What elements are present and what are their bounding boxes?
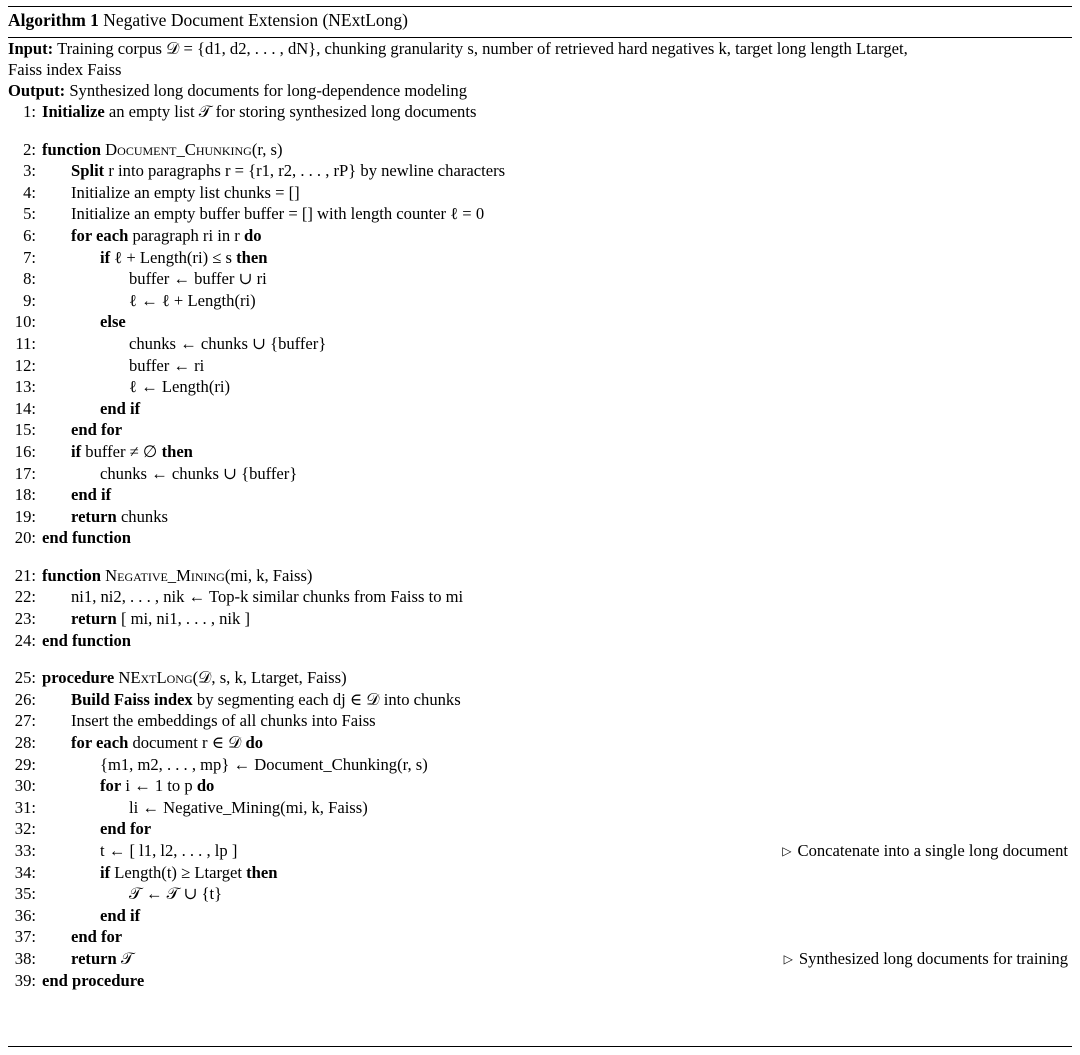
line-number: 21: (14, 565, 36, 585)
line-code (71, 225, 262, 247)
algorithm-line (8, 775, 1072, 797)
line-number: 7: (23, 247, 36, 267)
line-text: by segmenting each dj ∈ 𝒟 into chunks (196, 689, 461, 709)
algorithm-label: Algorithm 1 (8, 10, 99, 30)
algorithm-line (8, 565, 1072, 587)
line-number: 31: (14, 797, 36, 817)
line-number: 34: (14, 862, 36, 882)
algorithm-line (8, 948, 1072, 970)
line-text: an empty list 𝒯 for storing synthesized long documents (108, 102, 477, 121)
keyword: for each (71, 225, 129, 245)
line-code (129, 883, 222, 905)
keyword: Split (71, 161, 105, 181)
algorithm-line (8, 797, 1072, 819)
algorithm-line (8, 862, 1072, 884)
line-number: 39: (14, 970, 36, 990)
line-code (71, 506, 168, 528)
algorithm-line (8, 608, 1072, 630)
line-code (100, 398, 140, 420)
line-number: 35: (14, 884, 36, 904)
line-code (100, 754, 428, 776)
line-code (71, 732, 263, 754)
line-number: 27: (14, 711, 36, 731)
line-code (71, 203, 484, 225)
line-code (71, 948, 134, 970)
line-code (129, 376, 230, 398)
algorithm-line (8, 926, 1072, 948)
keyword: end procedure (42, 970, 145, 990)
line-number: 10: (14, 312, 36, 332)
algorithm-line (8, 883, 1072, 905)
algorithm-line (8, 225, 1072, 247)
algorithm-line (8, 710, 1072, 732)
line-number: 14: (14, 398, 36, 418)
keyword: then (236, 247, 268, 267)
keyword: if (100, 247, 111, 267)
keyword: end for (71, 420, 123, 440)
line-number: 29: (14, 754, 36, 774)
line-number: 37: (14, 927, 36, 947)
keyword: then (246, 862, 278, 882)
algorithm-line (8, 527, 1072, 549)
line-number: 17: (14, 463, 36, 483)
line-number: 13: (14, 377, 36, 397)
line-text: t ← [ l1, l2, . . . , lp ] (100, 841, 238, 860)
line-text: chunks (120, 506, 168, 526)
line-number: 1: (23, 102, 36, 121)
input-text-continued: Faiss index Faiss (8, 60, 122, 79)
line-number: 6: (23, 225, 36, 245)
comment-triangle-icon: ▷ (782, 844, 792, 858)
line-code (42, 667, 347, 689)
keyword: else (100, 312, 126, 332)
line-code (42, 527, 131, 549)
line-text: buffer ≠ ∅ (85, 441, 158, 461)
algorithm-line (8, 333, 1072, 355)
line-code (42, 139, 283, 161)
line-code (42, 970, 144, 992)
line-code (129, 333, 326, 355)
line-text: (mi, k, Faiss) (224, 565, 313, 585)
keyword: if (71, 441, 82, 461)
line-text: 𝒯 (120, 948, 134, 968)
line-number: 38: (14, 948, 36, 968)
line-code (100, 840, 237, 862)
comment-text: Concatenate into a single long document (797, 841, 1068, 860)
line-text: ni1, ni2, . . . , nik ← Top-k similar chunks from Faiss to mi (71, 587, 464, 607)
algorithm-name: Negative Document Extension (NExtLong) (103, 10, 408, 30)
line-code (129, 268, 267, 290)
line-number: 26: (14, 689, 36, 709)
keyword: end if (71, 485, 112, 505)
algorithm-line (8, 311, 1072, 333)
keyword: end function (42, 528, 131, 548)
line-text: ℓ ← Length(ri) (129, 377, 231, 397)
line-number: 36: (14, 905, 36, 925)
algorithm-line (8, 818, 1072, 840)
blank-line (8, 651, 1072, 667)
algorithm-line (8, 376, 1072, 398)
line-number: 16: (14, 441, 36, 461)
line-code (100, 463, 297, 485)
line-number: 2: (23, 139, 36, 159)
algorithm-line (8, 905, 1072, 927)
algorithm-line (8, 268, 1072, 290)
algorithm-line (8, 419, 1072, 441)
input-line (8, 38, 1072, 59)
line-code (100, 862, 278, 884)
function-name: NExtLong (118, 668, 193, 688)
keyword: do (245, 733, 264, 753)
keyword: do (196, 776, 215, 796)
algorithm-lines (8, 101, 1072, 991)
line-code (129, 797, 368, 819)
output-label: Output: (8, 81, 66, 100)
algorithm-line (8, 484, 1072, 506)
line-comment (784, 948, 1068, 971)
keyword: end function (42, 630, 131, 650)
algorithm-line (8, 463, 1072, 485)
keyword: for each (71, 733, 129, 753)
keyword: Build Faiss index (71, 689, 193, 709)
line-number: 30: (14, 776, 36, 796)
line-text: Length(t) ≥ Ltarget (114, 862, 242, 882)
line-code (100, 818, 151, 840)
keyword: Initialize (42, 102, 105, 121)
line-number: 9: (23, 290, 36, 310)
algorithm-block (8, 6, 1072, 991)
algorithm-line (8, 355, 1072, 377)
keyword: return (71, 609, 117, 629)
line-text: 𝒯 ← 𝒯 ∪ {t} (129, 884, 223, 904)
line-text: r into paragraphs r = {r1, r2, . . . , rP} by newline characters (108, 161, 506, 181)
line-code (129, 355, 204, 377)
keyword: return (71, 506, 117, 526)
line-number: 5: (23, 204, 36, 224)
line-number: 20: (14, 528, 36, 548)
line-code (42, 630, 131, 652)
keyword: then (161, 441, 193, 461)
line-text: li ← Negative_Mining(mi, k, Faiss) (129, 797, 368, 817)
line-code (71, 710, 376, 732)
line-text: Insert the embeddings of all chunks into Faiss (71, 711, 376, 731)
line-comment (782, 840, 1068, 863)
function-name: Document_Chunking (105, 139, 252, 159)
line-number: 28: (14, 733, 36, 753)
input-line-continued (8, 59, 1072, 80)
line-number: 24: (14, 630, 36, 650)
bottom-rule (8, 1046, 1072, 1047)
algorithm-line (8, 630, 1072, 652)
line-text: (r, s) (251, 139, 283, 159)
line-text: ℓ + Length(ri) ≤ s (114, 247, 232, 267)
algorithm-line (8, 247, 1072, 269)
line-code (71, 484, 111, 506)
input-text: Training corpus 𝒟 = {d1, d2, . . . , dN}, chunking granularity s, number of retrieved hard negatives k, target long length Ltarget, (57, 39, 908, 58)
line-text: document r ∈ 𝒟 (132, 733, 242, 753)
line-number: 12: (14, 355, 36, 375)
keyword: for (100, 776, 122, 796)
line-code (71, 608, 250, 630)
algorithm-line (8, 754, 1072, 776)
line-text: buffer ← buffer ∪ ri (129, 269, 267, 289)
line-text: {m1, m2, . . . , mp} ← Document_Chunking(r, s) (100, 754, 428, 774)
algorithm-line (8, 506, 1072, 528)
line-number: 4: (23, 182, 36, 202)
line-code (129, 290, 256, 312)
line-code (42, 565, 312, 587)
line-code (42, 101, 476, 123)
line-text: i ← 1 to p (125, 776, 193, 796)
line-text: (𝒟, s, k, Ltarget, Faiss) (192, 668, 347, 688)
algorithm-line (8, 101, 1072, 123)
keyword: procedure (42, 668, 115, 688)
keyword: end if (100, 398, 141, 418)
line-text: Initialize an empty list chunks = [] (71, 182, 300, 202)
algorithm-line (8, 667, 1072, 689)
io-block (8, 38, 1072, 101)
keyword: do (243, 225, 262, 245)
line-number: 22: (14, 587, 36, 607)
algorithm-line (8, 441, 1072, 463)
algorithm-line (8, 398, 1072, 420)
line-code (71, 926, 122, 948)
comment-triangle-icon: ▷ (783, 951, 793, 966)
line-text: ℓ ← ℓ + Length(ri) (129, 290, 256, 310)
line-code (71, 160, 505, 182)
line-text: chunks ← chunks ∪ {buffer} (100, 463, 298, 483)
line-number: 3: (23, 161, 36, 181)
line-number: 11: (15, 333, 36, 353)
line-code (71, 689, 461, 711)
line-number: 33: (14, 841, 36, 860)
algorithm-line (8, 139, 1072, 161)
line-code (71, 441, 193, 463)
algorithm-line (8, 970, 1072, 992)
line-text: chunks ← chunks ∪ {buffer} (129, 333, 327, 353)
algorithm-line (8, 732, 1072, 754)
keyword: end for (71, 927, 123, 947)
line-text: buffer ← ri (129, 355, 205, 375)
keyword: return (71, 948, 117, 968)
function-name: Negative_Mining (105, 565, 225, 585)
line-text: [ mi, ni1, . . . , nik ] (120, 609, 250, 629)
line-number: 19: (14, 506, 36, 526)
line-code (100, 311, 126, 333)
line-number: 23: (14, 609, 36, 629)
algorithm-title (8, 7, 1072, 34)
keyword: function (42, 565, 102, 585)
algorithm-line (8, 203, 1072, 225)
line-code (71, 586, 463, 608)
line-code (71, 419, 122, 441)
line-code (71, 182, 300, 204)
line-text: Initialize an empty buffer buffer = [] with length counter ℓ = 0 (71, 204, 485, 224)
comment-text: Synthesized long documents for training (798, 948, 1068, 968)
line-code (100, 775, 214, 797)
line-number: 25: (14, 668, 36, 688)
line-number: 8: (23, 269, 36, 289)
line-number: 18: (14, 485, 36, 505)
blank-line (8, 123, 1072, 139)
line-code (100, 247, 267, 269)
algorithm-line (8, 840, 1072, 862)
line-code (100, 905, 140, 927)
line-number: 15: (14, 420, 36, 440)
algorithm-line (8, 160, 1072, 182)
keyword: end if (100, 905, 141, 925)
keyword: if (100, 862, 111, 882)
keyword: end for (100, 819, 152, 839)
input-label: Input: (8, 39, 54, 58)
algorithm-line (8, 182, 1072, 204)
algorithm-line (8, 586, 1072, 608)
keyword: function (42, 139, 102, 159)
algorithm-line (8, 290, 1072, 312)
line-text: paragraph ri in r (132, 225, 240, 245)
output-text: Synthesized long documents for long-dependence modeling (69, 81, 468, 100)
output-line (8, 80, 1072, 101)
line-number: 32: (14, 819, 36, 839)
blank-line (8, 549, 1072, 565)
algorithm-line (8, 689, 1072, 711)
